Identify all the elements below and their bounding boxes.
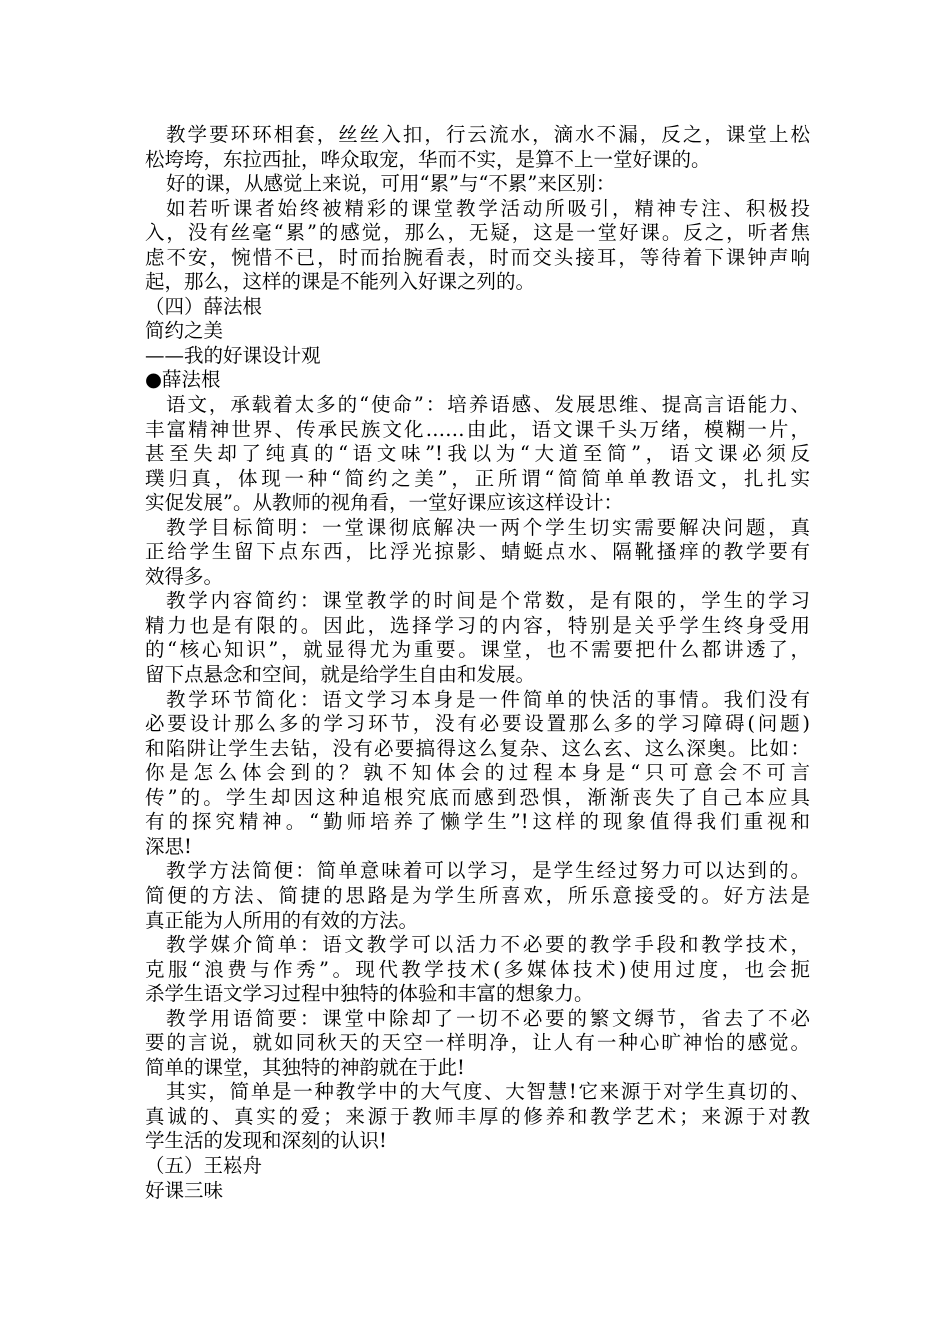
text-line: 简约之美 [145,319,224,343]
text-line: 璞归真，体现一种“简约之美”，正所谓“简简单单教语文，扎扎实 [145,466,810,490]
text-line: 要的言说，就如同秋天的天空一样明净，让人有一种心旷神怡的感觉。 [145,1031,810,1055]
text-line: 真诚的、真实的爱；来源于教师丰厚的修养和教学艺术；来源于对教 [145,1104,810,1128]
text-line: 松垮垮，东拉西扯，哗众取宠，华而不实，是算不上一堂好课的。 [145,147,711,171]
text-line: 正给学生留下点东西，比浮光掠影、蜻蜓点水、隔靴搔痒的教学要有 [145,540,810,564]
text-line: 学生活的发现和深刻的认识! [145,1129,387,1153]
text-line: 甚至失却了纯真的“语文味”!我以为“大道至简”，语文课必须反 [145,442,810,466]
text-line: 留下点悬念和空间，就是给学生自由和发展。 [145,663,536,687]
text-line: 克服“浪费与作秀”。现代教学技术(多媒体技术)使用过度，也会扼 [145,957,810,981]
text-line: 有的探究精神。“勤师培养了懒学生”!这样的现象值得我们重视和 [145,810,810,834]
text-line: （五）王崧舟 [145,1153,263,1177]
text-line: 其实，简单是一种教学中的大气度、大智慧!它来源于对学生真切的、 [166,1080,810,1104]
text-line: 的“核心知识”，就显得尤为重要。课堂，也不需要把什么都讲透了， [145,638,810,662]
text-line: （四）薛法根 [145,294,263,318]
text-line: 真正能为人所用的有效的方法。 [145,908,419,932]
text-line: 入，没有丝毫“累”的感觉，那么，无疑，这是一堂好课。反之，听者焦 [145,221,810,245]
text-line: 语文，承载着太多的“使命”：培养语感、发展思维、提高言语能力、 [166,393,810,417]
text-line: 效得多。 [145,564,224,588]
text-line: 教学用语简要：课堂中除却了一切不必要的繁文缛节，省去了不必 [166,1006,810,1030]
text-line: 虑不安，惋惜不已，时而抬腕看表，时而交头接耳，等待着下课钟声响 [145,245,810,269]
text-line: 简单的课堂，其独特的神韵就在于此! [145,1055,465,1079]
text-line: 必要设计那么多的学习环节，没有必要设置那么多的学习障碍(问题) [145,712,810,736]
text-line: ——我的好课设计观 [145,343,321,367]
text-line: 教学内容简约：课堂教学的时间是个常数，是有限的，学生的学习 [166,589,810,613]
text-line: 教学要环环相套，丝丝入扣，行云流水，滴水不漏，反之，课堂上松 [166,123,810,146]
text-line: 好课三味 [145,1178,224,1202]
text-line: 教学媒介简单：语文教学可以活力不必要的教学手段和教学技术， [166,933,810,957]
text-line: 深思! [145,834,192,858]
text-line: 实促发展”。从教师的视角看，一堂好课应该这样设计： [145,491,623,515]
text-line: 杀学生语文学习过程中独特的体验和丰富的想象力。 [145,982,594,1006]
text-line: 简便的方法、简捷的思路是为学生所喜欢，所乐意接受的。好方法是 [145,883,810,907]
text-line: 好的课，从感觉上来说，可用“累”与“不累”来区别： [166,172,616,196]
text-line: 如若听课者始终被精彩的课堂教学活动所吸引，精神专注、积极投 [166,196,810,220]
text-line: 传”的。学生却因这种追根究底而感到恐惧，渐渐丧失了自己本应具 [145,785,810,809]
text-line: 教学目标简明：一堂课彻底解决一两个学生切实需要解决问题，真 [166,515,810,539]
text-line: 丰富精神世界、传承民族文化……由此，语文课千头万绪，模糊一片， [145,417,810,441]
text-line: 精力也是有限的。因此，选择学习的内容，特别是关乎学生终身受用 [145,613,810,637]
text-line: 你是怎么体会到的？孰不知体会的过程本身是“只可意会不可言 [145,761,810,785]
text-line: 教学环节简化：语文学习本身是一件简单的快活的事情。我们没有 [166,687,810,711]
text-line: 和陷阱让学生去钻，没有必要搞得这么复杂、这么玄、这么深奥。比如： [145,736,810,760]
text-line: ●薛法根 [145,368,221,392]
text-line: 起，那么，这样的课是不能列入好课之列的。 [145,270,536,294]
document-body [145,123,810,1203]
text-line: 教学方法简便：简单意味着可以学习，是学生经过努力可以达到的。 [166,859,810,883]
